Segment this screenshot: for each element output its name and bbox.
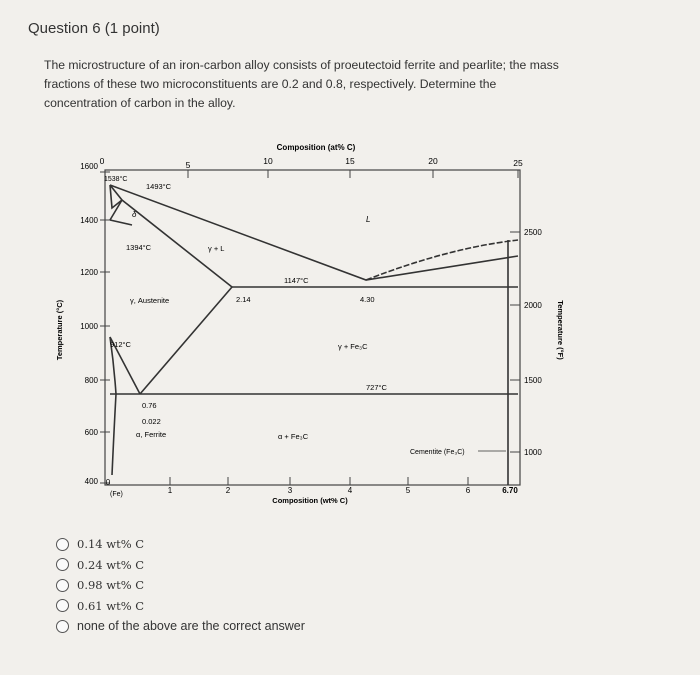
label-1394: 1394°C: [126, 243, 152, 252]
top-tick-15: 15: [345, 156, 355, 166]
top-tick-5: 5: [185, 160, 191, 170]
label-austenite: γ, Austenite: [130, 296, 170, 305]
radio-button[interactable]: [56, 579, 69, 592]
option-label: 0.24 wt% C: [77, 557, 145, 572]
question-header: [28, 20, 160, 37]
option-label: 0.14 wt% C: [77, 537, 145, 552]
label-alpha-fe3c: α + Fe₃C: [278, 432, 309, 441]
left-tick-400: 400: [84, 477, 98, 486]
label-delta: δ: [132, 210, 137, 219]
option-3[interactable]: [56, 575, 305, 596]
left-tick-600: 600: [84, 428, 98, 437]
label-214: 2.14: [236, 295, 251, 304]
top-tick-20: 20: [428, 156, 438, 166]
right-tick-1000: 1000: [524, 448, 542, 457]
option-2[interactable]: [56, 555, 305, 576]
radio-button[interactable]: [56, 538, 69, 551]
right-tick-2500: 2500: [524, 228, 542, 237]
bottom-axis-title: Composition (wt% C): [272, 496, 348, 505]
delta-gamma-lines: [110, 200, 132, 225]
left-tick-1200: 1200: [80, 268, 98, 277]
right-axis-title: Temperature (°F): [556, 300, 565, 360]
option-1[interactable]: [56, 534, 305, 555]
phase-diagram: [48, 140, 568, 525]
label-gamma-l: γ + L: [208, 244, 225, 253]
label-1538: 1538°C: [104, 176, 128, 183]
question-text: The microstructure of an iron-carbon alloy consists of proeutectoid ferrite and pearlite; the mass fractions of these two microconstituents are 0.2 and 0.8, respectively. Determine the concentration of carbon in the alloy.: [44, 58, 559, 110]
top-tick-10: 10: [263, 156, 273, 166]
label-ferrite: α, Ferrite: [136, 430, 167, 439]
right-tick-2000: 2000: [524, 301, 542, 310]
bottom-tick-4: 4: [347, 486, 353, 495]
option-label: 0.98 wt% C: [77, 578, 145, 593]
label-gamma-fe3c: γ + Fe₃C: [338, 342, 368, 351]
bottom-tick-3: 3: [287, 486, 293, 495]
liquidus-line: [110, 185, 518, 280]
alpha-solvus: [110, 337, 116, 475]
label-0022: 0.022: [142, 417, 161, 426]
label-076: 0.76: [142, 401, 157, 410]
question-points: (1 point): [104, 20, 160, 37]
left-tick-800: 800: [84, 376, 98, 385]
label-1493: 1493°C: [146, 182, 172, 191]
bottom-tick-1: 1: [167, 486, 173, 495]
bottom-tick-5: 5: [405, 486, 411, 495]
radio-button[interactable]: [56, 620, 69, 633]
label-912: 912°C: [110, 340, 131, 349]
fe-label: (Fe): [110, 491, 123, 498]
left-tick-1000: 1000: [80, 322, 98, 331]
plot-frame: [105, 170, 520, 485]
option-label: 0.61 wt% C: [77, 598, 145, 613]
top-tick-25: 25: [513, 158, 523, 168]
bottom-tick-6: 6: [465, 486, 471, 495]
option-5[interactable]: [56, 616, 305, 637]
radio-button[interactable]: [56, 599, 69, 612]
left-tick-1600: 1600: [80, 162, 98, 171]
label-727: 727°C: [366, 383, 387, 392]
option-label: none of the above are the correct answer: [77, 619, 305, 634]
top-tick-0: 0: [99, 156, 105, 166]
top-axis-title: Composition (at% C): [276, 143, 356, 152]
answer-options: [56, 534, 305, 637]
solidus-line: [110, 185, 232, 287]
bottom-tick-670: 6.70: [502, 486, 518, 495]
bottom-tick-2: 2: [225, 486, 231, 495]
left-axis-title: Temperature (°C): [55, 299, 64, 361]
bottom-tick-0: 0: [105, 478, 111, 487]
label-430: 4.30: [360, 295, 375, 304]
radio-button[interactable]: [56, 558, 69, 571]
label-cementite: Cementite (Fe₃C): [410, 449, 465, 456]
question-title: Question 6: [28, 20, 101, 37]
right-tick-1500: 1500: [524, 376, 542, 385]
label-1147: 1147°C: [284, 276, 309, 285]
option-4[interactable]: [56, 596, 305, 617]
left-tick-1400: 1400: [80, 216, 98, 225]
label-l: L: [366, 215, 371, 224]
